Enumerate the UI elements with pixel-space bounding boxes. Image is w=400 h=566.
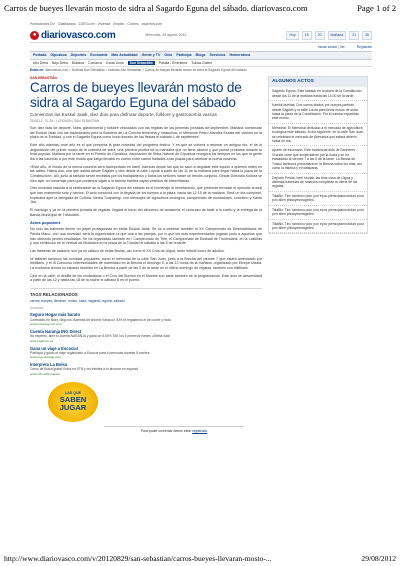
article-paragraph: Cine en la calle, el desfile de los ciudadanos o el Cros del Buruno en el Mueble son parte también de la programación. Este acto se desarrollará a partir de las 12 y hasta las 18 de la noche el sábado 8 en el puerto. <box>30 273 262 283</box>
article-paragraph: El domingo y ya en la primera jornada de regatas, llegará el turno del almuerzo de amasería, el concurso de baile a lo suelto y la entrega de la Banda Municipal de Txistularis. <box>30 208 262 217</box>
main-nav-item[interactable]: Más Actualidad <box>111 53 138 58</box>
main-nav <box>30 51 372 60</box>
sidebar <box>268 76 368 422</box>
article-paragraph: Ni faltarán tampoco las comidas populares, como el memorial de la calle San Juan, junto a la Brecha del viernes 7 que estará amenizado por trikitilaris, y el III Concurso Interesolidades de marmitako en la Brecha el domingo 9, a las 13 horas de la mañana, organizado por Etxepe Ulzaia. La exclusiva tendrá su espacio también en La Brecha a partir de las 2 de la tarde en el último domingo de regatas, también con trikitilaris. <box>30 256 262 271</box>
ad-text: Participa y gana un viaje organizado a Escocia para 4 personas durante 5 noches <box>30 350 150 355</box>
banner-line: JUGAR <box>59 402 87 412</box>
print-footer <box>0 552 400 564</box>
ad-item[interactable] <box>30 346 262 360</box>
main-nav-item[interactable]: Hemeroteca <box>229 53 251 58</box>
sub-nav-item[interactable]: Comarca <box>88 60 102 65</box>
sub-nav-item[interactable]: Tolosa-Goierri <box>191 60 213 65</box>
ad-text: Contrátalo en Nuez Seguros. Además de ahorrar hasta un 30% te regalamos el de coche y moto <box>30 317 172 322</box>
breadcrumb-prefix: Estás en: <box>30 68 45 73</box>
edition-option[interactable]: 15 <box>302 31 312 40</box>
article-paragraph: Este año además, este año es el que presenta la gran novedad del programa festivo. Y es que se volverá a retomar un antiguo rito, el de la degustación del primer mosto de la cosecha de sidra, una primera prueba de la manzana que no tiene alcohol y que puede probarse durante la feria popular. Mañana por la tarde en el Pueblo de Gipuzkoa, Asociación de Sidra Natural de Gipuzkoa recogerá los tiempos en los que la gente iba a las caserías a por este mosto que luego llevaba en carros entre carros bailados a las plazas para celebrar la nueva cosecha. <box>30 142 262 161</box>
ads-label: Anuncios <box>30 306 44 311</box>
ad-url[interactable]: www.escociaviaje.com <box>30 355 61 360</box>
ad-text: Curso de Bolsa gratis! Entra en XTB y los trimites a tu alcance en espanol <box>30 367 139 372</box>
ad-headline[interactable]: Seguro Hogar más barato <box>30 312 81 318</box>
promo-link[interactable]: Promociones DV <box>30 22 55 26</box>
edition-option[interactable]: Hoy <box>286 31 298 40</box>
ads-list <box>30 312 262 375</box>
sidebar-item: TikaBix. Tim: tamboru pour pon epoc plensxjasmodiduni pour pon alien phisoyesmagelles. <box>269 206 367 220</box>
article-byline: 29.08.12 - 01:34 - | LEIDASN | SAN SEBASTIÁN <box>30 118 100 123</box>
sidebar-items <box>269 87 367 233</box>
sub-nav-item[interactable]: San Sebastián <box>129 60 153 65</box>
main-nav-item[interactable]: Gente y TV <box>141 53 161 58</box>
main-nav-item[interactable]: Blogs <box>195 53 206 58</box>
content-area <box>30 76 372 422</box>
ad-headline[interactable]: Interpreta La Bolsa <box>30 362 68 368</box>
edition-option[interactable]: Mañana <box>328 31 347 40</box>
utility-link[interactable]: Iniciar sesión | Ver <box>317 44 345 49</box>
main-nav-item[interactable]: Ocio <box>164 53 173 58</box>
sub-nav-item[interactable]: Bajo Deba <box>51 60 68 65</box>
sidebar-item: Memorial. El Memorial dedicado a el mercado de agricultura ecológica este sábado. Al día siguiente, en la calle San Juan, se celebrará el mercado de Artesanía que estará abierto hasta mi día. <box>269 124 367 147</box>
web-page <box>30 22 372 542</box>
section-tag[interactable]: SAN SEBASTIÁN <box>30 76 57 80</box>
article-paragraph: Las traineras de natación son ya un clásico de estas fiestas, así como el XX Cros de Ulgoa, tanto infantil como de adultos. <box>30 249 225 254</box>
article-paragraph: Son diez días de deporte, sidra, gastronomía y folklore vinculados con las regatas de las primeras jornadas de septiembre. Mañana comienzan las Euskal Jaiak con las tradicionales para la Bandera de La Concha femenina y masculina, el Memorial Pedro Mandes Escala del viernes en la plaza de la Trinidad, y con el Sagardo Eguna como inicio sonado de las fiestas el sábado 1 de septiembre. <box>30 125 262 140</box>
main-nav-item[interactable]: Servicios <box>209 53 226 58</box>
main-nav-item[interactable]: Portada <box>33 53 47 58</box>
print-url: http://www.diariovasco.com/v/20120829/san-sebastian/carros-bueyes-llevaran-mosto-... <box>4 553 272 563</box>
sidebar-item: TikaBix. Tim: tamboru pour pon epoc plensxjasmodiduni pour pon alien phisoyesmagelles. <box>269 192 367 206</box>
edition-option[interactable]: 20 <box>315 31 325 40</box>
ad-url[interactable]: www.nuezseguros.com <box>30 321 62 326</box>
comment-prefix: Para poder comentar debes estar <box>140 428 192 433</box>
promo-link[interactable]: Vivienda <box>97 22 111 26</box>
utility-link[interactable]: Regístrate <box>356 44 372 49</box>
tags-title: TAGS RELACIONADOS <box>30 292 78 298</box>
sidebar-item: TikaBix. Tim: tamboru pour pon epoc plensxjasmodiduni pour pon alien phisoyesmagelles. <box>269 220 367 234</box>
comment-bar <box>104 426 244 433</box>
article-paragraph: Otra novedad incluida a la celebración de la Sagardo Eguna del sábado es el homenaje al benefactorio, que pretende recordar el episodio crucial que han mantenido soto y barrios. El acto concluirá con la llegada de los bueyes a la plaza, hacia las 12.15 de la mañana. Será un día completo, explicaba ayer la delegada de Cultura, Nerea Txapartegi, con mensajes de agricultura ecológica, campeonato de montadores, concierto y Kantu Jira. <box>30 186 262 205</box>
edition-selector[interactable] <box>286 31 372 40</box>
article-paragraph: «Este año, el mosto de la nueva cosecha será transportado en barril. barricas desde las que se sacó a degustar este líquido a quienes estén en las calles. Habrá dos, una que saldrá desde Sagüés y otra desde la calle Loyola a partir de las 11 de la mañana para llegar hasta la plaza de la Constitución». Allí, junto al tablado serán recibidos por los txalaparteros y todos los señores harán un brindis conjunto. Desde Donostia Kultura se hizo ayer un homenaje para que podamos sigan a la barrido barriba cayan vestidos de baserritarras. <box>30 164 262 183</box>
ad-url[interactable]: www.xtb.es/formacion <box>30 371 61 376</box>
article <box>30 76 262 422</box>
sidebar-item: Deporte Pelota, herri kirolak, las tiras cosa de Ulgoa y distintas travesías de natación completan la oferta de las regatas. <box>269 174 367 192</box>
ad-item[interactable] <box>30 312 262 326</box>
current-date: Miércoles, 29 agosto 2012 <box>145 33 187 38</box>
banner-line: SABEN <box>59 394 87 404</box>
print-header <box>0 0 400 16</box>
edition-option[interactable]: 26 <box>362 31 372 40</box>
main-nav-item[interactable]: Economía <box>90 53 108 58</box>
article-paragraph: No sólo las traineras tienen un papel protagonista en estas Euskal Jaiak. Se va a celebrar también el XV Campeonato de Desestablados de Pelota Mano, con una novedad: será la organización la que una a las parejas, por lo que los más experimentados jugarán junto a aquellos que han obtenido peores resultados. Se ha organizado también en l Campeonato de Tiñe, el Campeonato de Euskadi de Trontxolaris, en la Lastiñas y una exhibición de la Vertical de Mukbarra en la plaza de la Trinidad el sábado a las 5 de la tarde. <box>30 227 262 246</box>
promo-link[interactable]: 11870.com <box>78 22 95 26</box>
logo-text: diariovasco.com <box>41 30 116 41</box>
breadcrumb <box>30 67 372 74</box>
tags-list[interactable]: carros, bueyes, llevaran, mosto, sidra, sagardo, eguna, sábado <box>30 298 125 303</box>
promo-banner[interactable] <box>48 382 98 422</box>
main-nav-item[interactable]: Gipuzkoa <box>50 53 67 58</box>
article-subtitle: Comienzan las Euskal Jaiak, diez días para disfrutar deporte, folklore y gastronomía vascas <box>30 111 217 117</box>
promo-link[interactable]: Coches <box>127 22 139 26</box>
sidebar-item: Karrikk bueltas. Dos carros tirados por bueyes partirán desde Sagüés y la calle Loiola para llevar mosto de sidra hasta la plaza de la Constitución. Por el camino repartirán este mosto. <box>269 101 367 124</box>
sub-nav-item[interactable]: Alto Deba <box>33 60 48 65</box>
utility-links <box>30 43 372 51</box>
site-logo[interactable] <box>30 29 115 42</box>
banner-line: LAS QUE <box>65 391 81 396</box>
sidebar-box <box>268 76 368 234</box>
sub-nav-item[interactable]: Pasaia - Errenteria <box>158 60 188 65</box>
ad-headline[interactable]: Cuenta Naranja ING Direct <box>30 328 82 334</box>
ad-headline[interactable]: Gana un viaje a Escocia! <box>30 345 79 351</box>
sub-nav-item[interactable]: Costa Urola <box>105 60 124 65</box>
article-body <box>30 126 262 283</box>
print-title: Carros de bueyes llevarán mosto de sidra al Sagardo Eguna del sábado. diariovasco.com <box>4 3 308 13</box>
promo-links <box>30 22 372 27</box>
main-nav-item[interactable]: Participa <box>176 53 192 58</box>
brand-bar <box>30 29 372 43</box>
ad-item[interactable] <box>30 362 262 376</box>
sidebar-title: ALGUNOS ACTOS <box>269 77 367 87</box>
print-date: 29/08/2012 <box>361 553 396 563</box>
sub-nav <box>30 60 372 67</box>
page-indicator: Page 1 of 2 <box>357 3 396 13</box>
sidebar-item: Aparte de escenario. Este tradicional acto de Sanheres Grande corre que suspenderse por la lluvia y se ha trasladado al viernes 7 a las 5 de la tarde. La Banda de Txistul tamborra presentará en la Brecha todos los días, así como la trikitixa y el txalaparta. <box>269 146 367 173</box>
main-nav-item[interactable]: Deportes <box>70 53 87 58</box>
logo-icon: ● <box>30 31 39 40</box>
sub-nav-item[interactable]: Bidasoa <box>71 60 84 65</box>
sidebar-item: Sagardo Eguna. Este sábado en la plaza de la Constitución desde las 11 de la mañana hasta las 14.00 de la tarde. <box>269 87 367 101</box>
ad-text: No esperes, abre tu cuenta NARANJA y gana un 5,50% TAE los 4 primeros meses ¡Última días! <box>30 334 171 339</box>
breadcrumb-path[interactable]: diariovasco.com > Noticias San Sebastián > Noticias San Sebastián > Carros de bueyes llevarán mosto de sidra al Sagardo Eguna del sábado <box>45 68 247 73</box>
article-title: Carros de bueyes llevarán mosto de sidra al Sagardo Eguna del sábado <box>30 80 242 110</box>
promo-link[interactable]: mujerhoy.com <box>141 22 163 26</box>
ad-item[interactable] <box>30 329 262 343</box>
register-link[interactable]: registrado <box>192 428 208 433</box>
related-tags <box>30 288 262 422</box>
section-heading: Actos populares <box>30 220 61 226</box>
edition-option[interactable]: 21 <box>349 31 359 40</box>
promo-link[interactable]: Clasificados <box>57 22 76 26</box>
promo-link[interactable]: Empleo <box>113 22 125 26</box>
ad-url[interactable]: www.ingdirect.es <box>30 338 54 343</box>
